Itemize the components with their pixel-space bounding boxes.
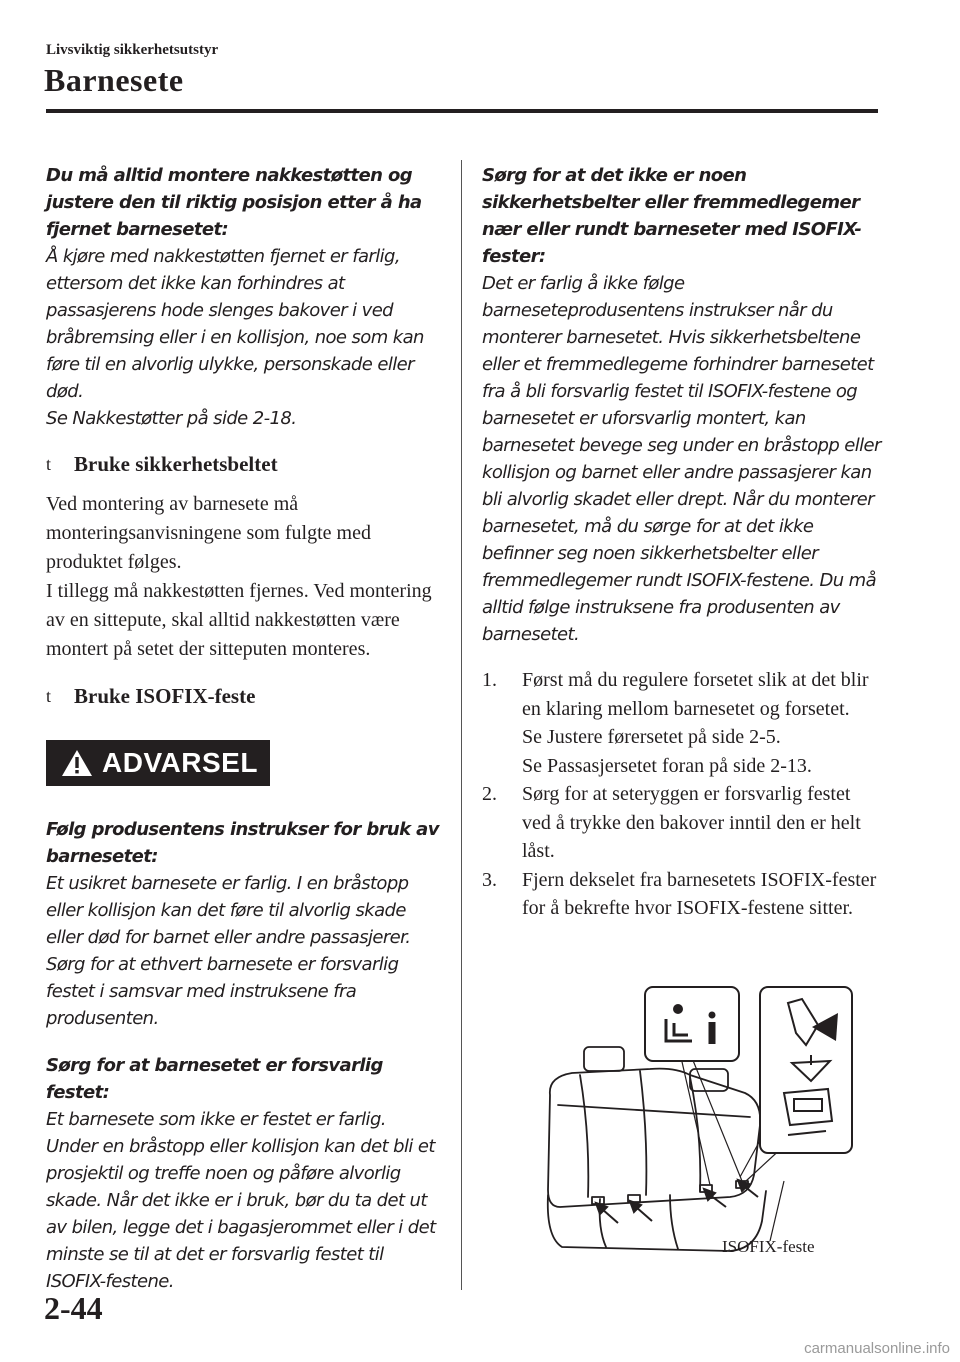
steps-list: [482, 666, 882, 923]
warning-heading: Sørg for at barnesetet er forsvarlig festet:: [46, 1055, 383, 1103]
warning-badge-label: ADVARSEL: [102, 747, 258, 778]
cross-reference: Se Passasjersetet foran på side 2-13.: [522, 754, 812, 777]
body-paragraph: Ved montering av barnesete må monteringsanvisningene som fulgte med produktet følges.: [46, 493, 371, 573]
watermark: carmanualsonline.info: [804, 1340, 950, 1357]
figure-label: ISOFIX-feste: [722, 1237, 815, 1256]
warning-heading: Følg produsentens instrukser for bruk av barnesetet:: [46, 819, 439, 867]
subheading-isofix: [46, 682, 441, 710]
cross-reference: Se Nakkestøtter på side 2-18.: [46, 408, 297, 429]
right-column: [482, 162, 882, 923]
list-item: 1. Først må du regulere forsetet slik at det blir en klaring mellom barnesetet og forsetet. Se Justere førersetet på side 2-5. Se Passasjersetet foran på side 2-13.: [482, 666, 882, 780]
warning-triangle-icon: [60, 748, 94, 778]
warning-heading: Du må alltid montere nakkestøtten og justere den til riktig posisjon etter å ha fjernet barnesetet:: [46, 165, 422, 240]
list-item: 3. Fjern dekselet fra barnesetets ISOFIX-fester for å bekrefte hvor ISOFIX-festene sitter.: [482, 868, 877, 919]
subheading-text: Bruke sikkerhetsbeltet: [74, 452, 278, 476]
warning-body: Det er farlig å ikke følge barneseteprodusentens instrukser når du monterer barnesetet. Hvis sikkerhetsbeltene eller et fremmedlegeme forhindrer barnesetet fra å bli forsvarlig festet til ISOFIX-festene og barnesetet er uforsvarlig montert, kan barnesetet bevege seg under en bråstopp eller kollisjon og barnet eller andre passasjerer kan bli alvorlig skadet eller drept. Når du monterer barnesetet, må du sørge for at det ikke befinner seg noen sikkerhetsbelter eller fremmedlegemer rundt ISOFIX-festene. Du må alltid følge instruksene fra produsenten av barnesetet.: [482, 273, 881, 645]
isofix-illustration: [540, 985, 860, 1265]
subheading-seatbelt: [46, 450, 441, 478]
left-column: [46, 162, 441, 1295]
page-title: Barnesete: [44, 62, 184, 98]
section-label: Livsviktig sikkerhetsutstyr: [46, 42, 219, 58]
subheading-marker: t: [46, 686, 52, 706]
body-paragraph: I tillegg må nakkestøtten fjernes. Ved montering av en sittepute, skal alltid nakkestøtten være montert på setet der sitteputen monteres.: [46, 580, 432, 660]
column-divider: [461, 160, 462, 1290]
warning-heading: Sørg for at det ikke er noen sikkerhetsbelter eller fremmedlegemer nær eller rundt barneseter med ISOFIX-fester:: [482, 165, 862, 267]
warning-badge: [46, 740, 270, 786]
warning-body: Et usikret barnesete er farlig. I en bråstopp eller kollisjon kan det føre til alvorlig skade eller død for barnet eller andre passasjerer. Sørg for at ethvert barnesete er forsvarlig festet i samsvar med instruksene fra produsenten.: [46, 873, 411, 1029]
list-item: 2. Sørg for at seteryggen er forsvarlig festet ved å trykke den bakover inntil den er helt låst.: [482, 783, 861, 862]
warning-body: Å kjøre med nakkestøtten fjernet er farlig, ettersom det ikke kan forhindres at passasjerens hode slenges bakover i ved bråbremsing eller i en kollisjon, noe som kan føre til en alvorlig ulykke, personskade eller død.: [46, 246, 424, 402]
subheading-marker: t: [46, 454, 52, 474]
header-rule: [46, 109, 878, 113]
warning-body: Et barnesete som ikke er festet er farlig. Under en bråstopp eller kollisjon kan det bli et prosjektil og treffe noen og påføre alvorlig skade. Når det ikke er i bruk, bør du ta det ut av bilen, legge det i bagasjerommet eller i det minste se til at det er forsvarlig festet til ISOFIX-festene.: [46, 1109, 436, 1292]
cross-reference: Se Justere førersetet på side 2-5.: [522, 726, 781, 748]
page-number: 2-44: [44, 1290, 103, 1326]
rear-seat-diagram: [540, 985, 860, 1265]
subheading-text: Bruke ISOFIX-feste: [74, 684, 256, 708]
